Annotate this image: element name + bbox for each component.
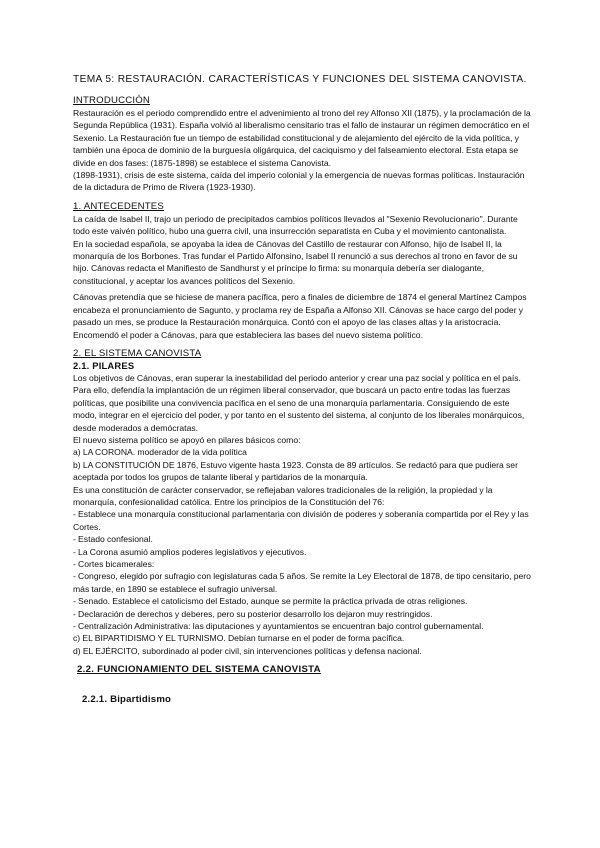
sistema-paragraph: Los objetivos de Cánovas, eran superar la inestabilidad del periodo anterior y crear una paz social y política en el país. Para ello, defendía la implantación de un régimen liberal conservador, que buscará un pacto entre todas las fuerzas políticas, que posibilite una convivencia pacífica en el seno de una monarquía parlamentaria. Consiguiendo de este modo, integrar en el ejercicio del poder, y por tanto en el sustento del sistema, al conjunto de los liberales monárquicos, desde moderados a demócratas. xyxy=(73,372,525,433)
funcionamiento-heading: 2.2. FUNCIONAMIENTO DEL SISTEMA CANOVISTA xyxy=(77,664,321,676)
antecedentes-paragraph: En la sociedad española, se apoyaba la idea de Cánovas del Castillo de restaurar con Alfonso, hijo de Isabel II, la monarquía de los Borbones. Tras fundar el Partido Alfonsino, Isabel II renunció a sus derechos al trono en favor de su hijo. Cánovas redacta el Manifiesto de Sandhurst y el príncipe lo firma: su monarquía debería ser dialogante, constitucional, y aceptar los avances políticos del Sexenio. xyxy=(73,238,518,286)
principle-item: - Declaración de derechos y deberes, pero su posterior desarrollo los dejaron muy restringidos. xyxy=(73,608,433,619)
antecedentes-paragraph: La caída de Isabel II, trajo un periodo de precipitados cambios políticos llevados al "Sexenio Revolucionario". Durante todo este vaivén político, hubo una guerra civil, una insurrección separatista en Cuba y el movimiento cantonalista. xyxy=(73,213,518,237)
sistema-paragraph: Es una constitución de carácter conservador, se reflejaban valores tradicionales de la religión, la propiedad y la monarquía, confesionalidad católica. Entre los principios de la Constitución del 76: xyxy=(73,484,493,507)
principle-item: - Establece una monarquía constitucional parlamentaria con división de poderes y soberanía compartida por el Rey y las Cortes. xyxy=(73,509,529,532)
intro-paragraph: Restauración es el periodo comprendido entre el advenimiento al trono del rey Alfonso XII (1875), y la proclamación de la Segunda República (1931). España volvió al liberalismo censitario tras el fallo de instaurar un régimen democrático en el Sexenio. La Restauración fue un tiempo de estabilidad constitucional y de alejamiento del ejército de la vida política, y también una época de dominio de la burguesía oligárquica, del caciquismo y del falseamiento electoral. Esta etapa se divide en dos fases: (1875-1898) se establece el sistema Canovista. xyxy=(73,108,531,168)
pilares-heading: 2.1. PILARES xyxy=(73,359,135,371)
principle-item: - Senado. Establece el catolicismo del Estado, aunque se permite la práctica privada de otras religiones. xyxy=(73,596,468,607)
bipartidismo-heading: 2.2.1. Bipartidismo xyxy=(82,694,172,706)
pilar-item: c) EL BIPARTIDISMO Y EL TURNISMO. Debían turnarse en el poder de forma pacífica. xyxy=(73,633,405,644)
antecedentes-paragraph: Encomendó el poder a Cánovas, para que estableciera las bases del nuevo sistema político. xyxy=(73,329,423,340)
document-content xyxy=(73,73,531,706)
principle-item: - Congreso, elegido por sufragio con legislaturas cada 5 años. Se remite la Ley Electoral de 1878, de tipo censitario, pero más tarde, en 1890 se establece el sufragio universal. xyxy=(73,571,531,594)
document-title: TEMA 5: RESTAURACIÓN. CARACTERÍSTICAS Y FUNCIONES DEL SISTEMA CANOVISTA. xyxy=(73,74,527,85)
intro-paragraph: (1898-1931), crisis de este sistema, caída del imperio colonial y la emergencia de nuevas formas políticas. Instauración de la dictadura de Primo de Rivera (1923-1930). xyxy=(73,170,525,193)
antecedentes-heading: 1. ANTECEDENTES xyxy=(73,200,164,212)
pilar-item: a) LA CORONA. moderador de la vida política xyxy=(73,447,247,458)
sistema-paragraph: El nuevo sistema político se apoyó en pilares básicos como: xyxy=(73,434,301,445)
sistema-heading: 2. EL SISTEMA CANOVISTA xyxy=(73,347,202,359)
principle-item: - La Corona asumió amplios poderes legislativos y ejecutivos. xyxy=(73,546,307,557)
principle-item: - Cortes bicamerales: xyxy=(73,559,155,569)
pilar-item: b) LA CONSTITUCIÓN DE 1876, Estuvo vigente hasta 1923. Consta de 89 artículos. Se redactó para que pudiera ser aceptada por todos los grupos de talante liberal y partidarios de la monarquía. xyxy=(73,459,518,483)
intro-heading: INTRODUCCIÓN xyxy=(73,95,151,106)
principle-item: - Centralización Administrativa: las diputaciones y ayuntamientos se encuentran bajo control gubernamental. xyxy=(73,621,484,632)
principle-item: - Estado confesional. xyxy=(73,534,153,545)
pilar-item: d) EL EJÉRCITO, subordinado al poder civil, sin intervenciones políticas y defensa nacional. xyxy=(73,645,422,656)
antecedentes-paragraph: Cánovas pretendía que se hiciese de manera pacífica, pero a finales de diciembre de 1874 el general Martínez Campos encabeza el pronunciamiento de Sagunto, y proclama rey de España a Alfonso XII. Cánovas se hace cargo del poder y pasado un mes, se produce la Restauración monárquica. Contó con el apoyo de las clases altas y la aristocracia. xyxy=(73,292,527,328)
